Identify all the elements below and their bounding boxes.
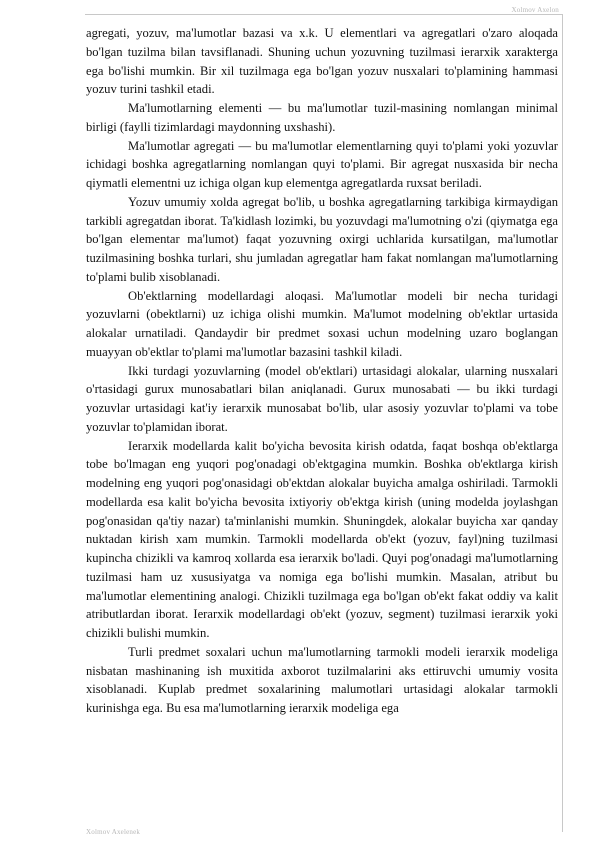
page-border-right	[562, 14, 563, 832]
body-text	[86, 24, 558, 718]
paragraph-7: Ierarxik modellarda kalit bo'yicha bevosita kirish odatda, faqat boshqa ob'ektlarga tobe bo'lmagan eng yuqori pog'onadagi ob'ektgagina mumkin. Boshka ob'ektlarga kirish modelning eng yuqori pog'onasidagi ob'ektdan alokalar buyicha amalga oshiriladi. Tarmokli modellarda esa kalit bo'yicha bevosita ixtiyoriy ob'ektga kirish (uning modelda joylashgan pog'onasidan qa'tiy nazar) ta'minlanishi mumkin. Shuningdek, alokalar buyicha xar qanday nuktadan kirish xam mumkin. Tarmokli modellarda ob'ekt (yozuv, fayl)ning tuzilmasi kupincha chizikli va kamroq xollarda esa ierarxik bo'ladi. Quyi pog'onadagi ma'lumotlarning tuzilmasi ham uz xususiyatga va nomiga ega bo'lishi mumkin. Masalan, atribut bu ma'lumotlar elementining analogi. Chizikli tuzilmaga ega bo'lgan ob'ekt fakat oddiy va kalit atributlardan iborat. Ierarxik modellardagi ob'ekt (yozuv, segment) tuzilmasi ierarxik yoki chizikli bulishi mumkin.	[86, 438, 558, 640]
paragraph-5: Ob'ektlarning modellardagi aloqasi. Ma'lumotlar modeli bir necha turidagi yozuvlarni (obektlarni) uz ichiga olishi mumkin. Ma'lumot modelning ob'ektlar urtasida alokalar urnatiladi. Qandaydir bir predmet soxasi uchun modelning uzaro boglangan muayyan ob'ektlar to'plami ma'lumotlar bazasini tashkil kiladi.	[86, 288, 558, 359]
paragraph-1: agregati, yozuv, ma'lumotlar bazasi va x.k. U elementlari va agregatlari o'zaro aloqada bo'lgan tuzilma bilan tavsiflanadi. Shuning uchun yozuvning tuzilmasi ierarxik xarakterga ega bo'lishi mumkin. Bir xil tuzilmaga ega bo'lgan yozuv nusxalari to'plamining hammasi yozuv turini tashkil etadi.	[86, 26, 558, 97]
header-watermark: Xolmov Axelon	[511, 6, 559, 14]
paragraph-6: Ikki turdagi yozuvlarning (model ob'ektlari) urtasidagi alokalar, ularning nusxalari o'rtasidagi gurux munosabatlari bilan aniqlanadi. Gurux munosabati — bu ikki turdagi yozuvlar urtasidagi kat'iy ierarxik munosabat bo'lib, ular asosiy yozuvlar to'plami va tobe yozuvlar to'plamidan iborat.	[86, 363, 558, 434]
paragraph-8: Turli predmet soxalari uchun ma'lumotlarning tarmokli modeli ierarxik modeliga nisbatan mashinaning ish muxitida axborot tuzilmalarini aks ettiruvchi umumiy vosita xisoblanadi. Kuplab predmet soxalarining malumotlari urtasidagi alokalar tarmokli kurinishga ega. Bu esa ma'lumotlarning ierarxik modeliga ega	[86, 644, 558, 715]
page-border-top	[85, 14, 563, 15]
paragraph-2: Ma'lumotlarning elementi — bu ma'lumotlar tuzil-masining nomlangan minimal birligi (faylli tizimlardagi maydonning uxshashi).	[86, 101, 558, 134]
paragraph-4: Yozuv umumiy xolda agregat bo'lib, u boshka agregatlarning tarkibiga kirmaydigan tarkibli agregatdan iborat. Ta'kidlash lozimki, bu yozuvdagi ma'lumotning o'zi (qiymatga ega bo'lgan elementar ma'lumot) faqat yozuvning oxirgi uchlarida kursatilgan, ma'lumotlar tuzilmasining boshka turlari, shu jumladan agregatlar ham fakat nomlangan ma'lumotlarning to'plami bulib xisoblanadi.	[86, 194, 558, 284]
paragraph-3: Ma'lumotlar agregati — bu ma'lumotlar elementlarning quyi to'plami yoki yozuvlar ichidagi boshka agregatlarning nomlangan quyi to'plami. Bir agregat nusxasida bir necha qiymatli elementni uz ichiga olgan kup elementga agregatlarda ruxsat beriladi.	[86, 138, 558, 190]
footer-watermark: Xolmov Axelenek	[86, 828, 141, 836]
